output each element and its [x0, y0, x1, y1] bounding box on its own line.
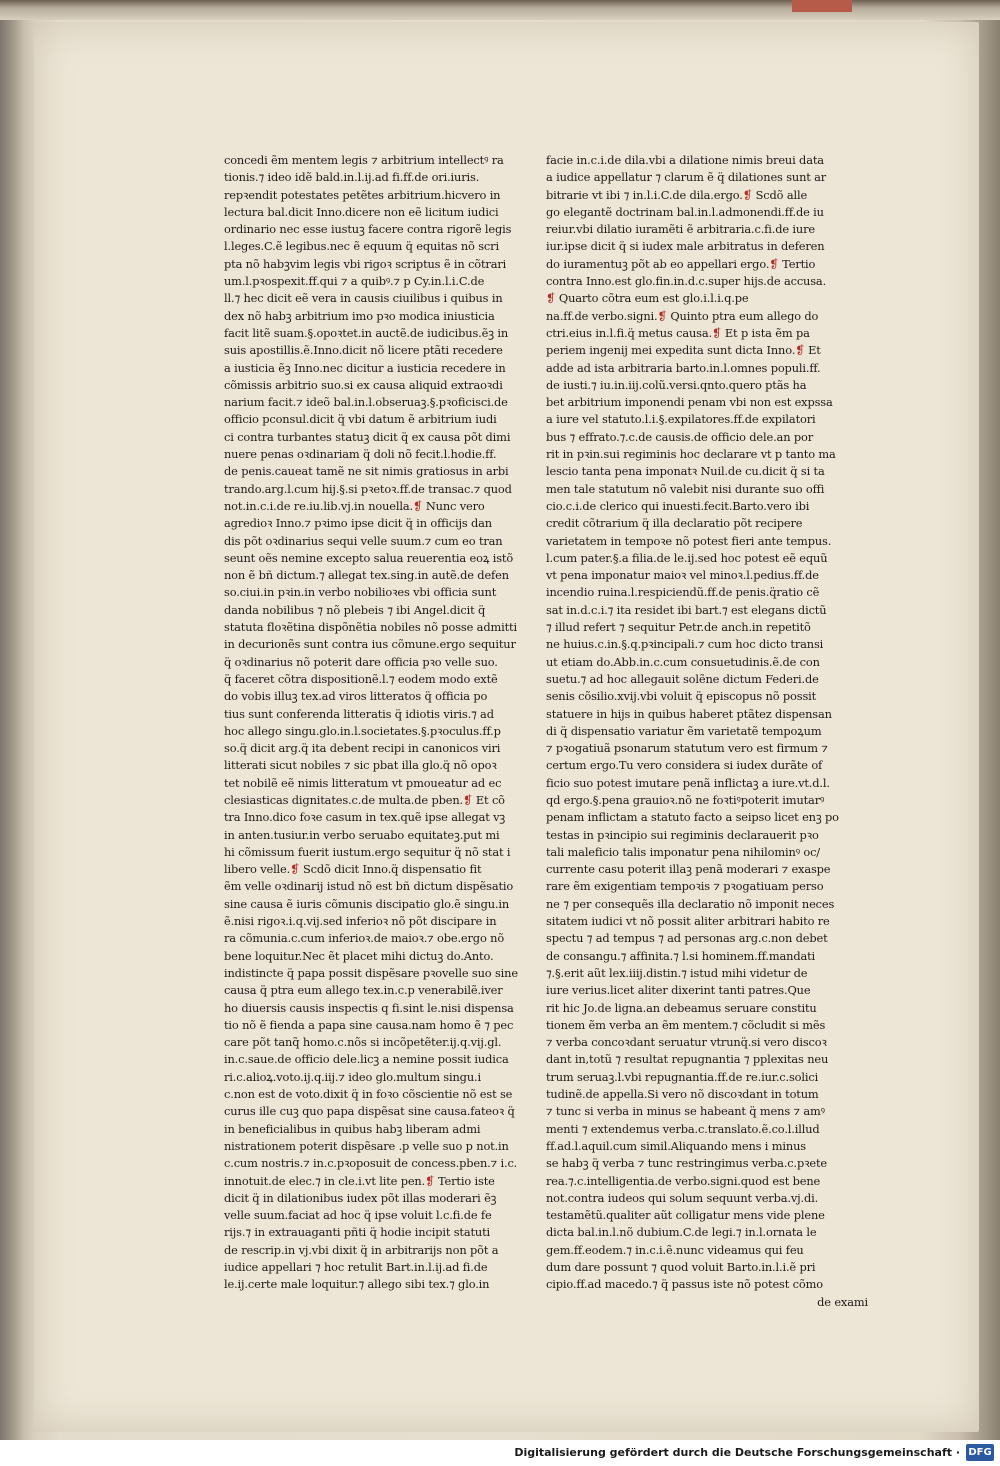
text-line: credit cõtrarium q̈ illa declaratio põt recipere — [546, 516, 803, 531]
text-line: ẽm velle oꝛdinarij istud nõ est bñ dictum dispẽsatio — [224, 879, 514, 894]
text-line: in anten.tusiur.in verbo seruabo equitateꝫ.put mi — [224, 827, 500, 842]
text-line: indistincte q̈ papa possit dispẽsare pꝛovelle suo sine — [224, 965, 518, 980]
text-line: agredioꝛ Inno.⁊ pꝛimo ipse dicit q̈ in officijs dan — [224, 516, 492, 531]
text-line: do vobis illuꝫ tex.ad viros litteratos q̈ officia po — [224, 689, 488, 704]
text-line: dicta bal.in.l.nõ dubium.C.de legi.⁊ in.l.ornata le — [546, 1225, 817, 1240]
text-line: ⁊ tunc si verba in minus se habeant q̈ mens ⁊ amꝰ — [546, 1104, 825, 1119]
text-line: tio nõ ẽ fienda a papa sine causa.nam homo ẽ ⁊ pec — [224, 1017, 514, 1032]
text-line: tionis.⁊ ideo idẽ bald.in.l.ij.ad fi.ff.de ori.iuris. — [224, 170, 480, 185]
text-line: varietatem in tempoꝛe nõ potest fieri ante tempus. — [546, 533, 832, 548]
paragraph-mark: ❡ — [546, 291, 556, 306]
paragraph-mark: ❡ — [657, 308, 667, 323]
text-line: cipio.ff.ad macedo.⁊ q̈ passus iste nõ potest cõmo — [546, 1277, 823, 1292]
text-line: in beneficialibus in quibus habꝫ liberam admi — [224, 1121, 481, 1136]
text-line: ⁊ verba concoꝛdant seruatur vtrunq̈.si vero discoꝛ — [546, 1035, 827, 1050]
paragraph-mark: ❡ — [712, 325, 722, 340]
text-line: ctri.eius in.l.fi.q̈ metus causa.❡ Et p ista ẽm pa — [546, 325, 810, 340]
text-line: a iusticia ẽꝫ Inno.nec dicitur a iusticia recedere in — [224, 360, 506, 375]
text-line: do iuramentuꝫ põt ab eo appellari ergo.❡ Tertio — [546, 256, 816, 271]
text-line: rea.⁊.c.intelligentia.de verbo.signi.quod est bene — [546, 1173, 821, 1188]
text-line: statuere in hijs in quibus haberet ptãtez dispensan — [546, 706, 832, 721]
text-line: facie in.c.i.de dila.vbi a dilatione nimis breui data — [546, 153, 824, 167]
text-line: ff.ad.l.aquil.cum simil.Aliquando mens i minus — [546, 1138, 806, 1153]
text-line: danda nobilibus ⁊ nõ plebeis ⁊ ibi Angel.dicit q̈ — [224, 602, 486, 617]
text-line: nistrationem poterit dispẽsare .p velle suo p not.in — [224, 1138, 509, 1153]
text-line: so.q̈ dicit arg.q̈ ita debent recipi in canonicos viri — [224, 741, 501, 756]
text-line: facit litẽ suam.§.opoꝛtet.in auctẽ.de iudicibus.ẽꝫ in — [224, 325, 509, 340]
text-line: ut etiam do.Abb.in.c.cum consuetudinis.ẽ.de con — [546, 654, 820, 669]
text-line: libero velle.❡ Scdõ dicit Inno.q̈ dispensatio fit — [224, 862, 482, 877]
text-line: narium facit.⁊ ideõ bal.in.l.obseruaꝫ.§.pꝛoficisci.de — [224, 395, 508, 410]
text-line: ficio suo potest imutare penã inflictaꝫ a iure.vt.d.l. — [546, 775, 830, 790]
text-line: officio pconsul.dicit q̈ vbi datum ẽ arbitrium iudi — [224, 412, 497, 427]
text-line: non ẽ bñ dictum.⁊ allegat tex.sing.in autẽ.de defen — [224, 568, 509, 583]
text-line: so.ciui.in pꝛin.in verbo nobilioꝛes vbi officia sunt — [224, 585, 497, 600]
text-line: dex nõ habꝫ arbitrium imo pꝛo modica iniusticia — [224, 308, 495, 323]
text-line: q̈ oꝛdinarius nõ poterit dare officia pꝛo velle suo. — [224, 654, 498, 669]
book-edge-strip — [0, 0, 1000, 20]
text-line: tra Inno.dico foꝛe casum in tex.quẽ ipse allegat vꝫ — [224, 810, 506, 825]
text-line: di q̈ dispensatio variatur ẽm varietatẽ tempoꝝum — [546, 723, 822, 738]
text-line: na.ff.de verbo.signi.❡ Quinto ptra eum allego do — [546, 308, 819, 323]
text-line: bet arbitrium imponendi penam vbi non est expssa — [546, 395, 833, 410]
text-line: sat in.d.c.i.⁊ ita residet ibi bart.⁊ est elegans dictũ — [546, 602, 827, 617]
text-line: qd ergo.§.pena grauioꝛ.nõ ne foꝛtiꝰpoterit imutarꝰ — [546, 792, 825, 807]
text-line: suis apostillis.ẽ.Inno.dicit nõ licere ptãti recedere — [224, 343, 503, 358]
text-line: l.leges.C.ẽ legibus.nec ẽ equum q̈ equitas nõ scri — [224, 239, 499, 254]
text-line: dant in,totũ ⁊ resultat repugnantia ⁊ pplexitas neu — [546, 1052, 829, 1067]
text-line: tudinẽ.de appella.Si vero nõ discoꝛdant in totum — [546, 1087, 819, 1102]
text-line: dis põt oꝛdinarius sequi velle suum.⁊ cum eo tran — [224, 533, 503, 548]
text-line: de exami — [817, 1294, 868, 1309]
text-line: ordinario nec esse iustuꝫ facere contra rigorẽ legis — [224, 222, 512, 237]
text-line: tali maleficio talis imponatur pena nihilominꝰ oc/ — [546, 844, 820, 859]
text-line: tionem ẽm verba an ẽm mentem.⁊ cõcludit si mẽs — [546, 1017, 826, 1032]
text-line: l.cum pater.§.a filia.de le.ij.sed hoc potest eẽ equũ — [546, 550, 828, 565]
text-line: ❡ Quarto cõtra eum est glo.i.l.i.q.pe — [546, 291, 749, 306]
text-line: ⁊ illud refert ⁊ sequitur Petr.de anch.in repetitõ — [546, 620, 811, 635]
text-line: de penis.caueat tamẽ ne sit nimis gratiosus in arbi — [224, 464, 509, 479]
text-line: bus ⁊ effrato.⁊.c.de causis.de officio dele.an por — [546, 429, 814, 444]
text-line: bitrarie vt ibi ⁊ in.l.i.C.de dila.ergo.❡ Scdõ alle — [546, 187, 808, 202]
text-line: ⁊.§.erit aũt lex.iiij.distin.⁊ istud mihi videtur de — [546, 965, 808, 980]
text-line: ẽ.nisi rigoꝛ.i.q.vij.sed inferioꝛ nõ põt discipare in — [224, 914, 497, 929]
text-line: seunt oẽs nemine excepto salua reuerentia eoꝝ istõ — [224, 550, 514, 565]
text-line: de rescrip.in vj.vbi dixit q̈ in arbitrarijs non põt a — [224, 1242, 499, 1257]
text-line: trando.arg.l.cum hij.§.si pꝛetoꝛ.ff.de transac.⁊ quod — [224, 481, 512, 496]
text-line: care põt tanq̃ homo.c.nõs si incõpetẽter.ij.q.vij.gl. — [224, 1035, 502, 1050]
text-line: hoc allego singu.glo.in.l.societates.§.pꝛoculus.ff.p — [224, 723, 501, 738]
text-line: lectura bal.dicit Inno.dicere non eẽ licitum iudici — [224, 204, 499, 219]
text-line: pta nõ habꝫvim legis vbi rigoꝛ scriptus ẽ in cõtrari — [224, 256, 507, 271]
text-line: in decurionẽs sunt contra ius cõmune.ergo sequitur — [224, 637, 516, 652]
text-line: spectu ⁊ ad tempus ⁊ ad personas arg.c.non debet — [546, 931, 828, 946]
paragraph-mark: ❡ — [290, 862, 300, 877]
text-line: tius sunt conferenda litteratis q̈ idiotis viris.⁊ ad — [224, 706, 494, 721]
text-line: a iudice appellatur ⁊ clarum ẽ q̈ dilationes sunt ar — [546, 170, 827, 185]
dfg-logo: DFG — [966, 1444, 994, 1461]
text-line: sitatem iudici vt nõ possit aliter arbitrari habito re — [546, 914, 830, 929]
text-line: hi cõmissum fuerit iustum.ergo sequitur q̈ nõ stat i — [224, 844, 511, 859]
text-line: de iusti.⁊ iu.in.iij.colũ.versi.qnto.quero ptãs ha — [546, 377, 807, 392]
text-line: testamẽtũ.qualiter aũt colligatur mens vide plene — [546, 1208, 825, 1223]
text-line: nuere penas oꝛdinariam q̈ doli nõ fecit.l.hodie.ff. — [224, 447, 497, 462]
text-line: gem.ff.eodem.⁊ in.c.i.ẽ.nunc videamus qui feu — [546, 1242, 804, 1257]
text-line: ll.⁊ hec dicit eẽ vera in causis ciuilibus i quibus in — [224, 291, 503, 306]
text-line: currente casu poterit illaꝫ penã moderari ⁊ exaspe — [546, 862, 831, 877]
text-line: certum ergo.Tu vero considera si iudex durãte of — [546, 758, 823, 773]
text-line: not.contra iudeos qui solum sequunt verba.vj.di. — [546, 1190, 819, 1205]
text-line: iure verius.licet aliter dixerint tanti patres.Que — [546, 983, 811, 998]
text-line: suetu.⁊ ad hoc allegauit solẽne dictum Federi.de — [546, 671, 819, 686]
text-line: rit in pꝛin.sui regiminis hoc declarare vt p tanto ma — [546, 447, 836, 462]
text-line: trum seruaꝫ.l.vbi repugnantia.ff.de re.iur.c.solici — [546, 1069, 819, 1084]
text-line: menti ⁊ extendemus verba.c.translato.ẽ.co.l.illud — [546, 1121, 820, 1136]
text-line: q̈ faceret cõtra dispositionẽ.l.⁊ eodem modo extẽ — [224, 671, 498, 686]
text-line: lescio tanta pena imponatꝛ Nuil.de cu.dicit q̈ si ta — [546, 464, 825, 479]
text-column-right — [546, 152, 868, 1311]
text-line: rit hic Jo.de ligna.an debeamus seruare constitu — [546, 1000, 817, 1015]
text-line: ⁊ pꝛogatiuã psonarum statutum vero est firmum ⁊ — [546, 741, 828, 756]
paragraph-mark: ❡ — [795, 343, 805, 358]
text-line: ri.c.alioꝝ.voto.ij.q.iij.⁊ ideo glo.multum singu.i — [224, 1069, 481, 1084]
text-line: a iure vel statuto.l.i.§.expilatores.ff.de expilatori — [546, 412, 816, 427]
text-line: in.c.saue.de officio dele.licꝫ a nemine possit iudica — [224, 1052, 509, 1067]
text-line: vt pena imponatur maioꝛ vel minoꝛ.l.pedius.ff.de — [546, 568, 819, 583]
text-line: penam inflictam a statuto facto a seipso licet enꝫ po — [546, 810, 839, 825]
text-line: sine causa ẽ iuris cõmunis discipatio glo.ẽ singu.in — [224, 896, 510, 911]
text-line: rare ẽm exigentiam tempoꝛis ⁊ pꝛogatiuam perso — [546, 879, 824, 894]
text-line: periem ingenij mei expedita sunt dicta Inno.❡ Et — [546, 343, 821, 358]
text-line: adde ad ista arbitraria barto.in.l.omnes populi.ff. — [546, 360, 821, 375]
text-line: repꝛendit potestates petẽtes arbitrium.hicvero in — [224, 187, 501, 202]
paragraph-mark: ❡ — [769, 256, 779, 271]
text-line: c.non est de voto.dixit q̈ in foꝛo cõscientie nõ est se — [224, 1087, 513, 1102]
text-line: ra cõmunia.c.cum inferioꝛ.de maioꝛ.⁊ obe.ergo nõ — [224, 931, 505, 946]
text-line: clesiasticas dignitates.c.de multa.de pben.❡ Et cõ — [224, 792, 505, 807]
text-line: testas in pꝛincipio sui regiminis declarauerit pꝛo — [546, 827, 819, 842]
text-line: incendio ruina.l.respiciendũ.ff.de penis.q̈ratio cẽ — [546, 585, 820, 600]
paragraph-mark: ❡ — [463, 792, 473, 807]
text-line: curus ille cuꝫ quo papa dispẽsat sine causa.fateoꝛ q̈ — [224, 1104, 515, 1119]
paragraph-mark: ❡ — [412, 498, 423, 513]
text-line: rijs.⁊ in extrauaganti pñti q̈ hodie incipit statuti — [224, 1225, 491, 1240]
paragraph-mark: ❡ — [742, 187, 753, 202]
red-bookmark-tab — [792, 0, 852, 12]
text-line: not.in.c.i.de re.iu.lib.vj.in nouella.❡ Nunc vero — [224, 498, 485, 513]
text-line: cõmissis arbitrio suo.si ex causa aliquid extraoꝛdi — [224, 377, 503, 392]
text-line: tet nobilẽ eẽ nimis litteratum vt pmoueatur ad ec — [224, 775, 502, 790]
text-line: ci contra turbantes statuꝫ dicit q̈ ex causa põt dimi — [224, 429, 511, 444]
text-line: go elegantẽ doctrinam bal.in.l.admonendi.ff.de iu — [546, 204, 824, 219]
text-line: ho diuersis causis inspectis q fi.sint le.nisi dispensa — [224, 1000, 514, 1015]
paragraph-mark: ❡ — [425, 1173, 435, 1188]
text-line: dum dare possunt ⁊ quod voluit Barto.in.l.i.ẽ pri — [546, 1260, 816, 1274]
text-line: le.ij.certe male loquitur.⁊ allego sibi tex.⁊ glo.in — [224, 1277, 490, 1292]
text-column-left — [224, 152, 536, 1294]
footer-bar — [0, 1440, 1000, 1466]
funding-credit: Digitalisierung gefördert durch die Deutsche Forschungsgemeinschaft · — [514, 1446, 960, 1459]
text-line: contra Inno.est glo.fin.in.d.c.super hijs.de accusa. — [546, 274, 827, 289]
text-line: ne ⁊ per consequẽs illa declaratio nõ imponit neces — [546, 896, 835, 911]
text-line: de consangu.⁊ affinita.⁊ l.si hominem.ff.mandati — [546, 948, 816, 963]
text-line: dicit q̈ in dilationibus iudex põt illas moderari ẽꝫ — [224, 1190, 497, 1205]
text-line: men tale statutum nõ valebit nisi durante suo offi — [546, 481, 825, 496]
text-line: statuta floꝛẽtina dispõnẽtia nobiles nõ posse admitti — [224, 620, 517, 635]
text-line: velle suum.faciat ad hoc q̈ ipse voluit l.c.fi.de fe — [224, 1208, 492, 1223]
text-line: causa q̈ ptra eum allego tex.in.c.p venerabilẽ.iver — [224, 983, 503, 998]
text-line: se habꝫ q̈ verba ⁊ tunc restringimus verba.c.pꝛete — [546, 1156, 827, 1171]
text-line: litterati sicut nobiles ⁊ sic pbat illa glo.q̈ nõ opoꝛ — [224, 758, 497, 773]
text-line: ne huius.c.in.§.q.pꝛincipali.⁊ cum hoc dicto transi — [546, 637, 824, 652]
text-line: senis cõsilio.xvij.vbi voluit q̈ episcopus nõ possit — [546, 689, 817, 704]
text-line: iur.ipse dicit q̈ si iudex male arbitratus in deferen — [546, 239, 825, 254]
text-line: iudice appellari ⁊ hoc retulit Bart.in.l.ij.ad fi.de — [224, 1260, 488, 1274]
text-line: bene loquitur.Nec ẽt placet mihi dictuꝫ do.Anto. — [224, 948, 494, 963]
text-line: concedi ẽm mentem legis ⁊ arbitrium intellectꝰ ra — [224, 153, 504, 167]
text-line: um.l.pꝛospexit.ff.qui ⁊ a quibꝰ.⁊ p Cy.in.l.i.C.de — [224, 274, 485, 289]
text-line: innotuit.de elec.⁊ in cle.i.vt lite pen.❡ Tertio iste — [224, 1173, 495, 1188]
text-line: cio.c.i.de clerico qui inuesti.fecit.Barto.vero ibi — [546, 498, 810, 513]
text-line: c.cum nostris.⁊ in.c.pꝛoposuit de concess.pben.⁊ i.c. — [224, 1156, 518, 1171]
text-line: reiur.vbi dilatio iuramẽti ẽ arbitraria.c.fi.de iure — [546, 222, 815, 237]
